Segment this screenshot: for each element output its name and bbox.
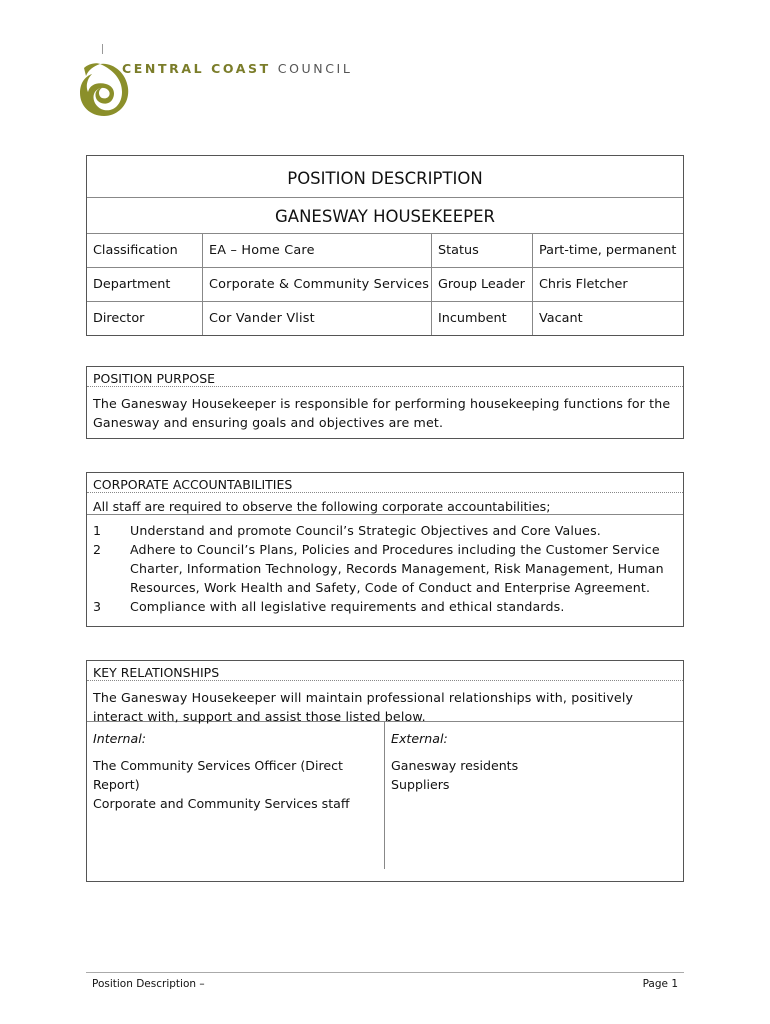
list-item <box>93 597 675 616</box>
department-label: Department <box>87 268 203 302</box>
department-value: Corporate & Community Services <box>203 268 432 302</box>
external-heading: External: <box>391 731 448 746</box>
position-title: GANESWAY HOUSEKEEPER <box>87 198 683 234</box>
logo-tick-mark <box>102 44 103 54</box>
director-label: Director <box>87 302 203 336</box>
footer-divider <box>86 972 684 973</box>
incumbent-label: Incumbent <box>432 302 533 336</box>
internal-heading: Internal: <box>93 731 147 746</box>
key-relationships-intro: The Ganesway Housekeeper will maintain professional relationships with, positively interact with, support and assist those listed below. <box>87 681 683 722</box>
footer-page-number: Page 1 <box>642 978 678 990</box>
council-name <box>122 61 352 76</box>
internal-relationships <box>87 722 385 869</box>
list-item-number: 2 <box>93 542 102 557</box>
status-value: Part-time, permanent <box>533 234 684 268</box>
classification-label: Classification <box>87 234 203 268</box>
position-header-table <box>86 155 684 336</box>
list-item <box>93 540 675 597</box>
position-info-table <box>87 234 683 335</box>
info-row-director <box>87 302 683 336</box>
key-relationships-heading: KEY RELATIONSHIPS <box>87 661 683 681</box>
corporate-accountabilities-intro: All staff are required to observe the following corporate accountabilities; <box>87 493 683 515</box>
external-item: Ganesway residents <box>391 758 519 773</box>
group-leader-label: Group Leader <box>432 268 533 302</box>
list-item-text: Understand and promote Council’s Strategic Objectives and Core Values. <box>130 523 601 538</box>
internal-item: The Community Services Officer (Direct Report) <box>93 758 343 792</box>
position-purpose-section <box>86 366 684 439</box>
director-value: Cor Vander Vlist <box>203 302 432 336</box>
status-label: Status <box>432 234 533 268</box>
council-logo <box>78 44 353 124</box>
corporate-accountabilities-section <box>86 472 684 627</box>
list-item-number: 3 <box>93 599 102 614</box>
list-item-number: 1 <box>93 523 102 538</box>
relationships-columns <box>87 722 683 869</box>
external-relationships <box>385 722 683 869</box>
group-leader-value: Chris Fletcher <box>533 268 684 302</box>
corporate-accountabilities-list <box>87 515 683 618</box>
position-purpose-heading: POSITION PURPOSE <box>87 367 683 387</box>
info-row-department <box>87 268 683 302</box>
document-title: POSITION DESCRIPTION <box>87 156 683 198</box>
internal-item: Corporate and Community Services staff <box>93 796 350 811</box>
corporate-accountabilities-heading: CORPORATE ACCOUNTABILITIES <box>87 473 683 493</box>
council-name-part2: COUNCIL <box>277 61 353 76</box>
council-name-part1: CENTRAL COAST <box>122 61 271 76</box>
list-item-text: Adhere to Council’s Plans, Policies and Procedures including the Customer Service Charter, Information Technology, Records Management, Risk Management, Human Resources, Work Health and Safety, Code of Conduct and Enterprise Agreement. <box>130 542 664 595</box>
list-item <box>93 521 675 540</box>
list-item-text: Compliance with all legislative requirements and ethical standards. <box>130 599 565 614</box>
incumbent-value: Vacant <box>539 311 583 326</box>
key-relationships-section <box>86 660 684 882</box>
position-purpose-text: The Ganesway Housekeeper is responsible for performing housekeeping functions for the Ganesway and ensuring goals and objectives are met. <box>93 396 671 430</box>
footer-document-name: Position Description – <box>92 978 205 990</box>
info-row-classification <box>87 234 683 268</box>
classification-value: EA – Home Care <box>203 234 432 268</box>
external-item: Suppliers <box>391 777 450 792</box>
